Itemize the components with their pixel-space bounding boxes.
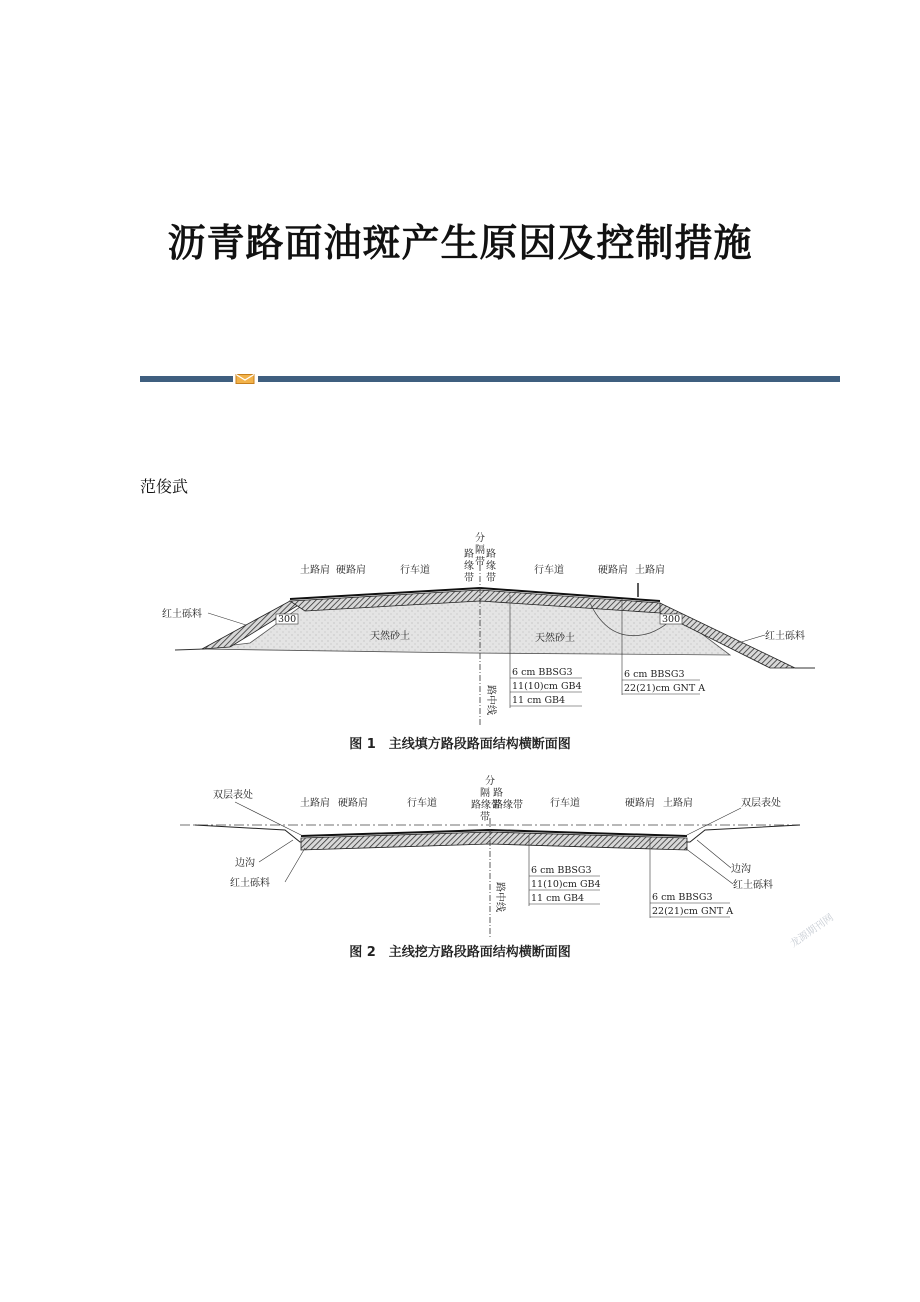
- figure2-caption: 图 2 主线挖方路段路面结构横断面图: [349, 945, 571, 960]
- soil-shoulder-right: 土路肩: [635, 565, 665, 576]
- median-char-3: 带: [480, 812, 490, 823]
- edge-right-char-2: 缘: [486, 561, 496, 572]
- layer-1-label: 6 cm BBSG3: [531, 865, 592, 876]
- ditch-leader-right: [697, 840, 731, 868]
- title-divider: [140, 374, 840, 384]
- figure1-caption: 图 1 主线填方路段路面结构横断面图: [349, 737, 571, 752]
- shoulder-layer-2-label: 22(21)cm GNT A: [624, 683, 706, 694]
- edge-right-char-3: 带: [486, 573, 496, 584]
- edge-right-char-1: 路: [486, 549, 496, 560]
- width-label-right: 300: [662, 614, 681, 625]
- layer-3-label: 11 cm GB4: [512, 695, 566, 706]
- centerline-label: 路中线: [494, 882, 505, 912]
- figure1-cross-section: [162, 525, 820, 730]
- lane-right: 行车道: [534, 565, 564, 576]
- shoulder-layer-1-label: 6 cm BBSG3: [652, 892, 713, 903]
- hard-shoulder-right: 硬路肩: [625, 798, 655, 809]
- laterite-leader-left: [208, 613, 246, 625]
- laterite-leader-right: [685, 848, 733, 884]
- median-char-3: 带: [475, 557, 485, 568]
- edge-left-label: 路缘带: [471, 800, 501, 811]
- soil-shoulder-right: 土路肩: [663, 798, 693, 809]
- laterite-leader-left: [285, 848, 305, 882]
- layer-3-label: 11 cm GB4: [531, 893, 585, 904]
- author-name: 范俊武: [140, 477, 189, 496]
- lane-right: 行车道: [550, 798, 580, 809]
- figure2-cross-section: [175, 770, 815, 940]
- sand-label-left: 天然砂土: [370, 631, 410, 642]
- laterite-label-left: 红土砾料: [230, 878, 270, 889]
- edge-right-label: 路缘带: [493, 800, 523, 811]
- ditch-left: [195, 825, 305, 842]
- hard-shoulder-left: 硬路肩: [338, 798, 368, 809]
- edge-left-char-3: 带: [464, 573, 474, 584]
- shoulder-layer-2-label: 22(21)cm GNT A: [652, 906, 734, 917]
- divider-bar-right: [258, 376, 840, 382]
- sand-label-right: 天然砂土: [535, 633, 575, 644]
- ditch-label-left: 边沟: [235, 858, 255, 869]
- layer-1-label: 6 cm BBSG3: [512, 667, 573, 678]
- soil-shoulder-left: 土路肩: [300, 565, 330, 576]
- width-label-left: 300: [278, 614, 297, 625]
- edge-right-top: 路: [493, 788, 503, 799]
- hard-shoulder-left: 硬路肩: [336, 565, 366, 576]
- watermark: 龙源期刊网: [788, 912, 836, 950]
- ditch-leader-left: [259, 840, 293, 862]
- median-char-1: 分: [485, 776, 495, 787]
- divider-bar-left: [140, 376, 233, 382]
- layer-2-label: 11(10)cm GB4: [531, 879, 601, 890]
- centerline-label: 路中线: [485, 685, 496, 715]
- envelope-icon: [235, 374, 255, 384]
- edge-left-char-1: 路: [464, 549, 474, 560]
- dbl-surface-right: 双层表处: [741, 798, 781, 809]
- layer-2-label: 11(10)cm GB4: [512, 681, 582, 692]
- lane-left: 行车道: [400, 565, 430, 576]
- median-char-1: 分: [475, 533, 485, 544]
- soil-shoulder-left: 土路肩: [300, 798, 330, 809]
- ditch-label-right: 边沟: [731, 864, 751, 875]
- shoulder-layer-1-label: 6 cm BBSG3: [624, 669, 685, 680]
- dbl-surface-leader-right: [685, 808, 741, 836]
- document-title: 沥青路面油斑产生原因及控制措施: [167, 220, 753, 265]
- laterite-leader-right: [738, 635, 765, 643]
- edge-left-char-2: 缘: [464, 561, 474, 572]
- laterite-label-left: 红土砾料: [162, 609, 202, 620]
- laterite-label-right: 红土砾料: [765, 631, 805, 642]
- hard-shoulder-right: 硬路肩: [598, 565, 628, 576]
- median-char-2: 隔: [475, 545, 485, 556]
- lane-left: 行车道: [407, 798, 437, 809]
- dbl-surface-left: 双层表处: [213, 790, 253, 801]
- median-char-2: 隔: [480, 788, 490, 799]
- laterite-label-right: 红土砾料: [733, 880, 773, 891]
- dbl-surface-leader-left: [235, 802, 303, 836]
